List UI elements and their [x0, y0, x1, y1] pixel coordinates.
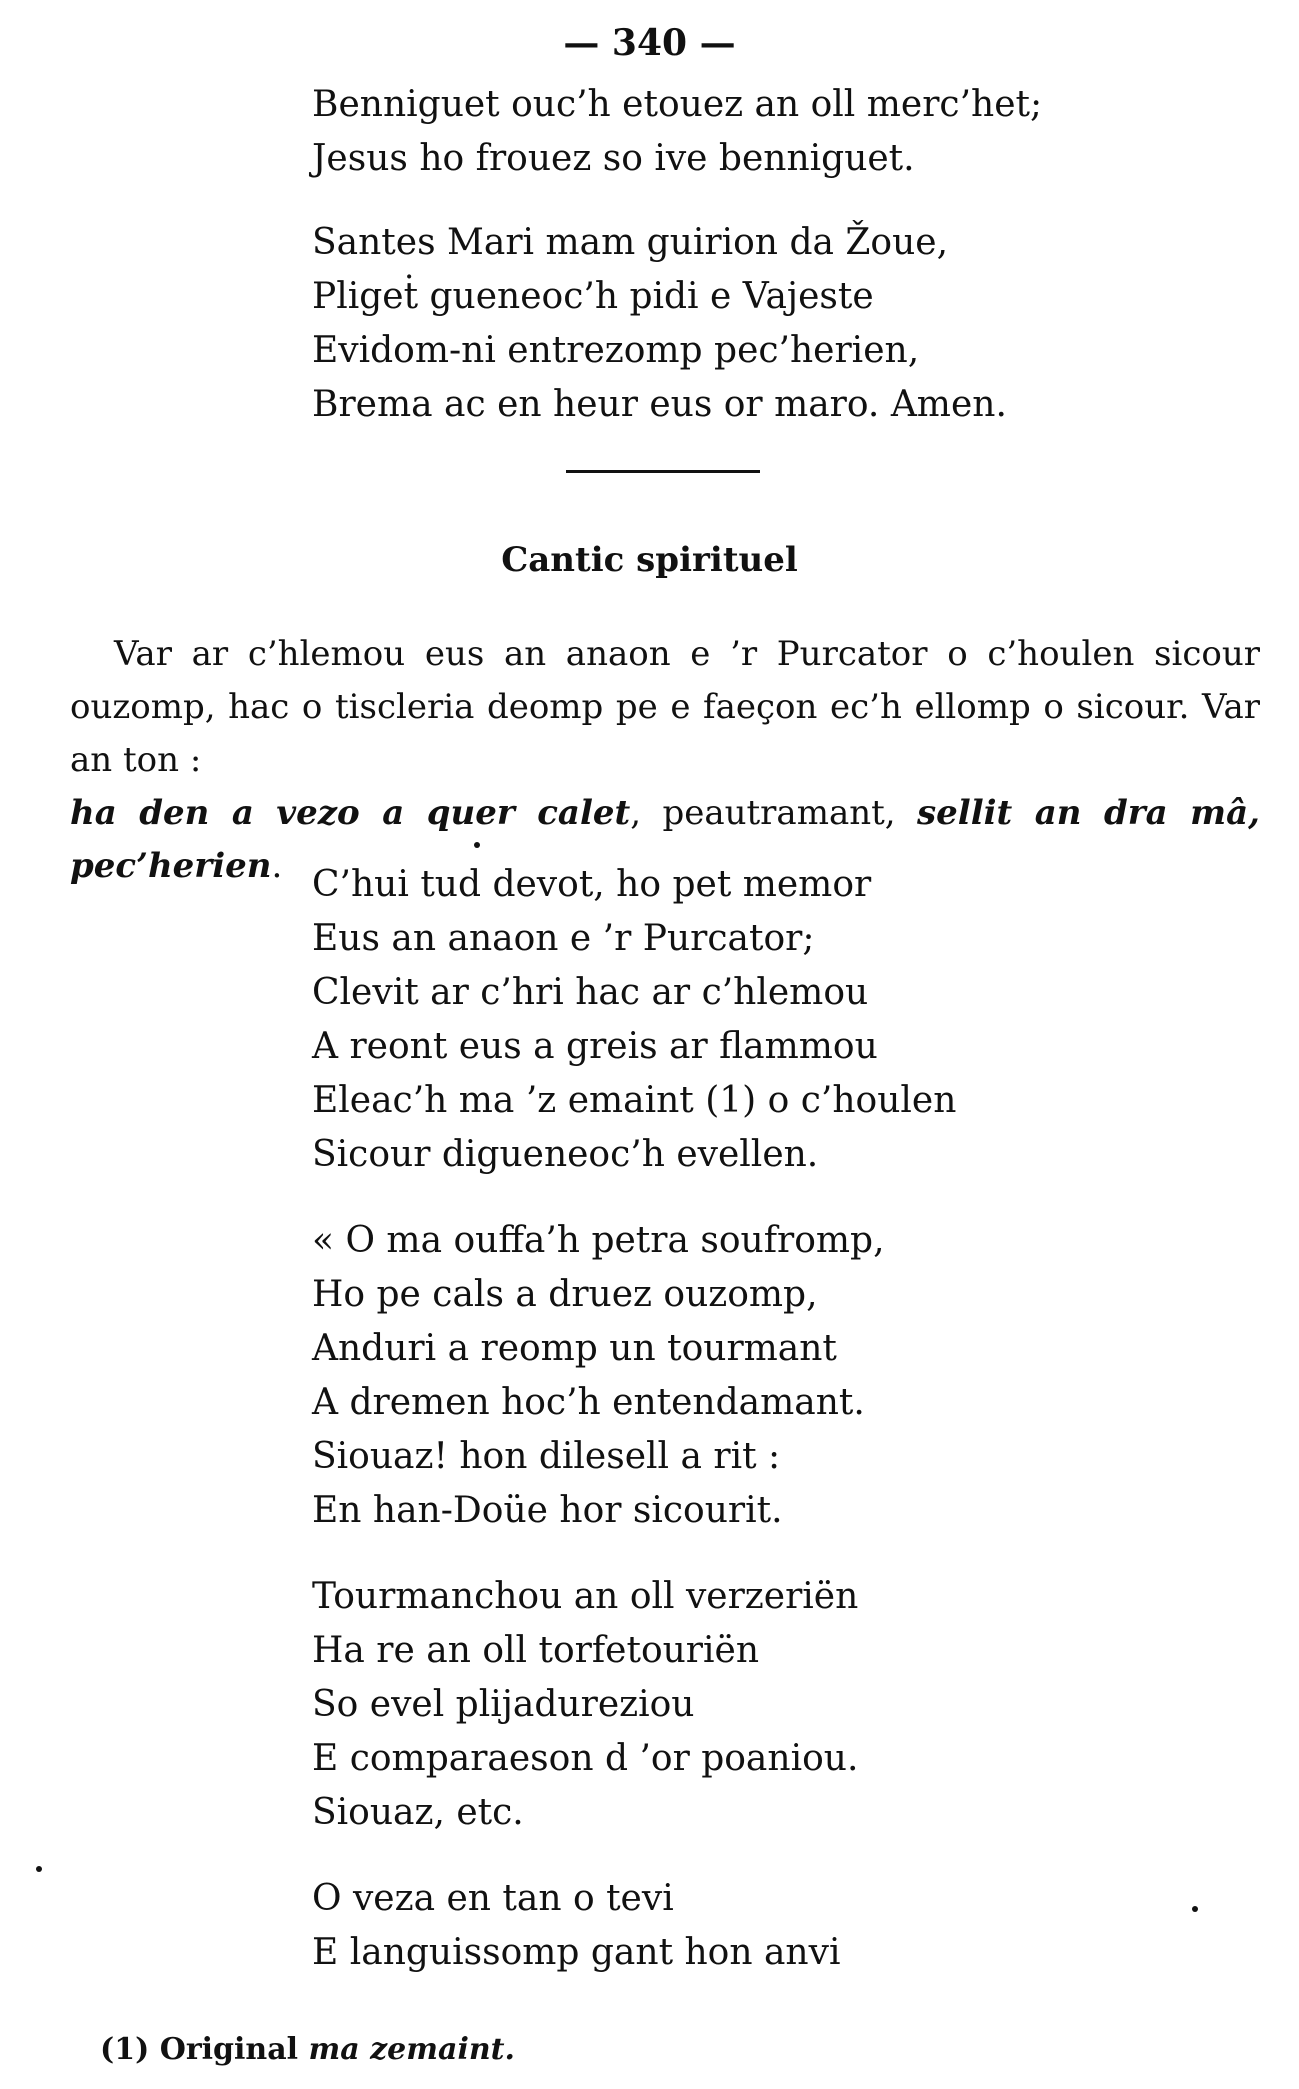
stanza — [312, 78, 1042, 186]
verse-line: Ho pe cals a druez ouzomp, — [312, 1274, 818, 1315]
intro-text: , peautramant, — [630, 793, 918, 833]
intro-text: Var ar c’hlemou eus an anaon e ’r Purcator o c’houlen sicour ouzomp, hac o tiscleria deomp pe e faeçon ec’h ellomp o sicour. Var an ton : — [70, 634, 1260, 780]
intro-text: . — [271, 846, 283, 886]
tune-name: ha den a vezo a quer calet — [70, 793, 631, 833]
print-speck — [1192, 1906, 1198, 1912]
verse-line: Benniguet ouc’h etouez an oll merc’het; — [312, 84, 1043, 125]
stanza — [312, 858, 956, 1182]
verse-line: Eus an anaon e ’r Purcator; — [312, 918, 815, 959]
page-number: — 340 — — [563, 22, 736, 64]
verse-line: Jesus ho frouez so ive benniguet. — [312, 138, 915, 179]
verse-line: C’hui tud devot, ho pet memor — [312, 864, 872, 905]
tune-name: sellit an dra mâ, pec’herien — [70, 793, 1260, 886]
stanza — [312, 1570, 858, 1840]
section-title: Cantic spirituel — [501, 540, 798, 580]
verse-line: E comparaeson d ’or poaniou. — [312, 1738, 859, 1779]
verse-line: Brema ac en heur eus or maro. Amen. — [312, 384, 1007, 425]
footnote-text: (1) Original — [100, 2032, 309, 2067]
verse-line: Eleac’h ma ’z emaint (1) o c’houlen — [312, 1080, 957, 1121]
stanza — [312, 216, 1007, 432]
verse-line: E languissomp gant hon anvi — [312, 1932, 841, 1973]
verse-line: Pligeṫ gueneoc’h pidi e Vajeste — [312, 276, 874, 317]
verse-line: O veza en tan o tevi — [312, 1878, 674, 1919]
verse-line: Anduri a reomp un tourmant — [312, 1328, 837, 1369]
stanza — [312, 1872, 840, 1980]
verse-line: So evel plijadureziou — [312, 1684, 695, 1725]
print-speck — [474, 842, 480, 848]
intro-paragraph — [70, 628, 1260, 893]
stanza — [312, 1214, 885, 1538]
footnote — [100, 2032, 515, 2067]
verse-line: Tourmanchou an oll verzeriën — [312, 1576, 859, 1617]
verse-line: Siouaz, etc. — [312, 1792, 524, 1833]
verse-line: A dremen hoc’h entendamant. — [312, 1382, 865, 1423]
print-speck — [36, 1866, 42, 1872]
verse-line: Clevit ar c’hri hac ar c’hlemou — [312, 972, 869, 1013]
verse-line: Ha re an oll torfetouriën — [312, 1630, 760, 1671]
verse-line: Santes Mari mam guirion da Žoue, — [312, 222, 949, 263]
verse-line: Evidom-ni entrezomp pec’herien, — [312, 330, 920, 371]
footnote-italic: ma zemaint. — [308, 2032, 515, 2067]
verse-line: « O ma ouffa’h petra soufromp, — [312, 1220, 885, 1261]
section-divider — [566, 470, 760, 473]
verse-line: En han-Doüe hor sicourit. — [312, 1490, 783, 1531]
verse-line: Siouaz! hon dilesell a rit : — [312, 1436, 781, 1477]
verse-line: Sicour digueneoc’h evellen. — [312, 1134, 819, 1175]
verse-line: A reont eus a greis ar flammou — [312, 1026, 878, 1067]
